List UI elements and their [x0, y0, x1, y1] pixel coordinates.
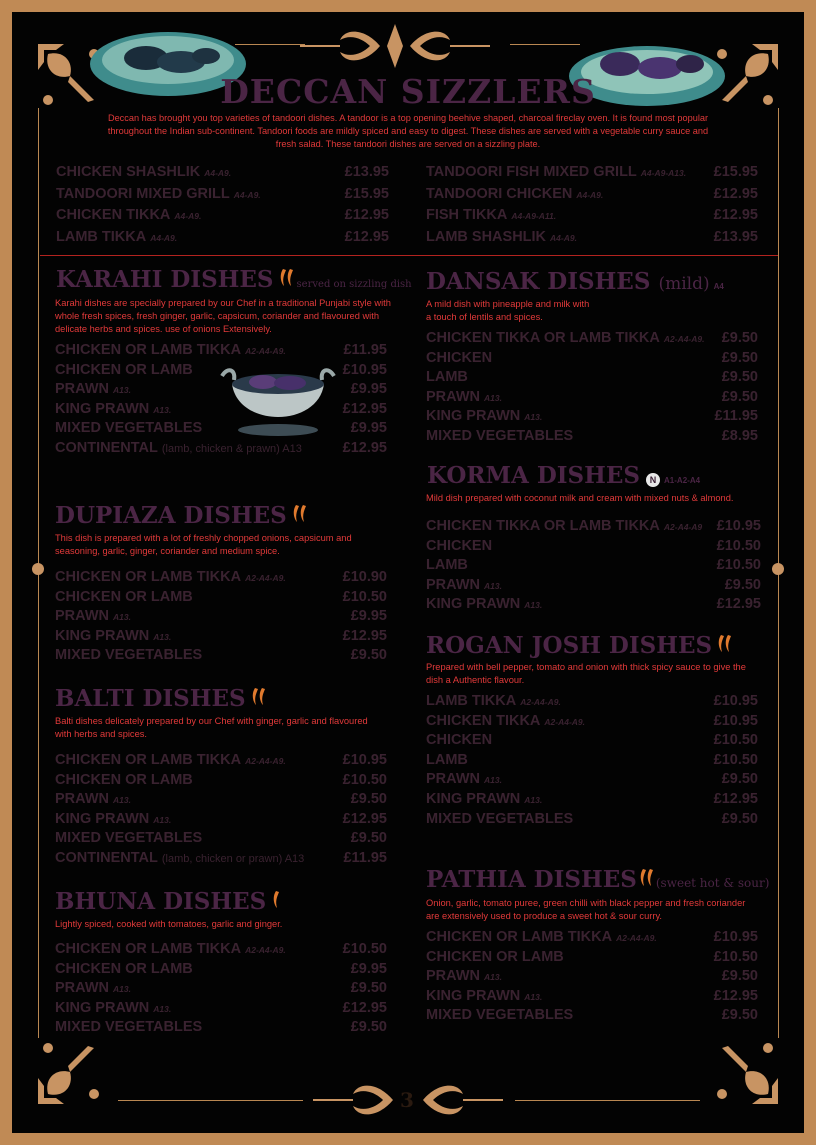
- menu-item-allergens: A13.: [483, 392, 502, 403]
- menu-item-allergens: A13.: [153, 814, 172, 825]
- frame-bottom-line-left: [118, 1100, 303, 1101]
- corner-ornament-bottom-right: [710, 1036, 782, 1108]
- dansak-allergens: A4: [713, 282, 724, 291]
- menu-item-allergens: A2-A4-A9.: [245, 346, 286, 356]
- menu-item-price: £10.50: [713, 732, 758, 749]
- menu-item-allergens: A13.: [112, 612, 131, 622]
- menu-item-price: £13.95: [344, 164, 389, 180]
- menu-item-name: CHICKEN OR LAMB: [426, 948, 564, 965]
- korma-title: KORMA DISHES: [427, 462, 641, 489]
- menu-item-price: £12.95: [342, 400, 387, 417]
- menu-item-price: £12.95: [713, 185, 758, 202]
- menu-item-name-group: [55, 420, 202, 436]
- menu-item-name-group: [426, 968, 502, 984]
- menu-item-name-group: [55, 980, 131, 996]
- menu-item-price: £9.50: [721, 771, 758, 788]
- menu-item-price: £10.50: [713, 948, 758, 965]
- menu-item-name-group: [426, 949, 564, 965]
- menu-item-allergens: A13.: [153, 404, 172, 415]
- menu-item-price: £11.95: [343, 850, 387, 866]
- menu-item-note: (lamb, chicken & prawn) A13: [161, 443, 302, 455]
- menu-item-row: [55, 381, 387, 397]
- menu-item-allergens: A13.: [483, 580, 502, 591]
- menu-item-price: £15.95: [344, 185, 389, 202]
- menu-item-row: [55, 589, 387, 605]
- menu-item-price: £12.95: [713, 987, 758, 1004]
- menu-item-name: CHICKEN: [426, 349, 493, 366]
- menu-item-name: PRAWN: [426, 771, 480, 788]
- menu-item-price: £9.95: [350, 381, 387, 398]
- menu-item-allergens: A2-A4-A9.: [245, 756, 286, 766]
- menu-item-row: [55, 941, 387, 957]
- menu-item-price: £12.95: [713, 207, 758, 223]
- menu-item-row: [426, 207, 758, 223]
- menu-item-row: [426, 949, 758, 965]
- menu-item-name: FISH TIKKA: [426, 207, 508, 223]
- menu-item-name-group: [426, 538, 492, 554]
- corner-ornament-bottom-left: [34, 1036, 106, 1108]
- balti-heading: [55, 685, 266, 712]
- menu-item-name: PRAWN: [55, 980, 109, 996]
- menu-item-name: KING PRAWN: [426, 596, 521, 612]
- menu-item-row: [426, 1007, 758, 1023]
- menu-item-price: £11.95: [714, 408, 758, 424]
- menu-item-allergens: A4-A9.: [150, 232, 178, 243]
- karahi-heading: [56, 266, 412, 293]
- menu-item-name: KING PRAWN: [426, 987, 521, 1004]
- menu-item-name-group: [55, 830, 202, 846]
- menu-item-name: CHICKEN OR LAMB TIKKA: [55, 569, 242, 585]
- menu-item-price: £10.50: [713, 751, 758, 768]
- menu-item-allergens: A2-A4-A9.: [245, 945, 286, 955]
- menu-item-allergens: A4-A9-A11.: [511, 211, 557, 221]
- menu-item-name: CHICKEN SHASHLIK: [56, 164, 201, 180]
- menu-item-price: £12.95: [342, 440, 387, 456]
- menu-item-name-group: [55, 772, 193, 788]
- menu-item-price: £10.95: [713, 693, 758, 709]
- menu-item-name-group: [55, 1019, 202, 1035]
- menu-item-price: £9.50: [721, 968, 758, 984]
- menu-item-allergens: A4-A9.: [204, 168, 232, 178]
- menu-item-price: £10.50: [716, 537, 761, 554]
- menu-item-row: [55, 628, 387, 644]
- menu-item-name: CHICKEN OR LAMB TIKKA: [55, 342, 242, 358]
- menu-item-name-group: [426, 389, 502, 405]
- menu-item-name: MIXED VEGETABLES: [426, 810, 574, 827]
- menu-item-name-group: [426, 207, 556, 223]
- menu-item-name: CONTINENTAL: [55, 440, 158, 456]
- menu-item-price: £10.90: [342, 569, 387, 585]
- menu-item-price: £9.95: [350, 960, 387, 977]
- menu-item-name: TANDOORI FISH MIXED GRILL: [426, 164, 637, 180]
- menu-item-name: KING PRAWN: [55, 400, 150, 417]
- menu-item-name: CHICKEN OR LAMB: [55, 361, 193, 378]
- menu-item-row: [426, 164, 758, 180]
- dupiaza-heading: [55, 502, 307, 529]
- menu-item-name-group: [426, 732, 492, 748]
- menu-item-name-group: [426, 929, 657, 945]
- balti-description: Balti dishes delicately prepared by our Chef with ginger, garlic and flavoured with herbs and spices.: [55, 716, 368, 739]
- menu-item-price: £12.95: [342, 810, 387, 827]
- menu-item-name-group: [55, 342, 286, 358]
- menu-item-row: [426, 968, 758, 984]
- menu-item-note: (lamb, chicken or prawn) A13: [161, 853, 305, 865]
- menu-item-name-group: [55, 401, 171, 417]
- menu-item-name-group: [426, 752, 468, 768]
- menu-item-price: £12.95: [342, 999, 387, 1016]
- menu-item-allergens: A13.: [153, 1003, 172, 1014]
- karahi-description: Karahi dishes are specially prepared by our Chef in a traditional Punjabi style with whole fresh spices, fresh ginger, garlic, capsicum, coriander and flavoured with delicate herbs and spices. use of onions Extensively.: [55, 298, 391, 334]
- menu-item-row: [426, 732, 758, 748]
- menu-item-name: KING PRAWN: [55, 627, 150, 644]
- menu-item-price: £11.95: [343, 342, 387, 358]
- menu-item-name: TANDOORI MIXED GRILL: [56, 185, 230, 202]
- menu-item-name-group: [426, 518, 702, 534]
- menu-item-row: [55, 440, 387, 456]
- menu-item-name-group: [55, 381, 131, 397]
- menu-item-name-group: [55, 608, 131, 624]
- menu-item-row: [426, 596, 761, 612]
- menu-item-price: £9.95: [350, 608, 387, 624]
- menu-item-price: £12.95: [344, 207, 389, 223]
- chili-icon: [638, 867, 654, 887]
- menu-item-name-group: [426, 791, 542, 807]
- menu-item-name: KING PRAWN: [55, 810, 150, 827]
- menu-item-price: £9.95: [350, 420, 387, 437]
- frame-dot-right: [772, 563, 784, 575]
- menu-item-allergens: A4-A9-A13.: [640, 168, 687, 178]
- menu-item-name: MIXED VEGETABLES: [426, 1007, 574, 1023]
- menu-item-name: PRAWN: [55, 791, 109, 808]
- menu-item-row: [426, 350, 758, 366]
- menu-item-name: PRAWN: [426, 576, 480, 593]
- menu-item-price: £9.50: [350, 791, 387, 808]
- menu-item-row: [426, 538, 761, 554]
- menu-item-allergens: A13.: [112, 385, 131, 396]
- menu-item-row: [426, 713, 758, 729]
- menu-item-name: CHICKEN: [426, 537, 493, 554]
- menu-item-name: MIXED VEGETABLES: [55, 1019, 203, 1035]
- menu-item-name-group: [55, 752, 286, 768]
- menu-item-row: [426, 929, 758, 945]
- menu-item-name: KING PRAWN: [426, 791, 521, 807]
- menu-item-row: [55, 752, 387, 768]
- menu-item-name: PRAWN: [55, 381, 109, 398]
- menu-item-name-group: [426, 408, 542, 424]
- menu-item-name: CHICKEN OR LAMB TIKKA: [55, 941, 242, 957]
- menu-item-price: £9.50: [721, 330, 758, 346]
- menu-item-name: KING PRAWN: [426, 408, 521, 424]
- chili-icon: [291, 503, 307, 523]
- menu-item-name: LAMB TIKKA: [56, 228, 147, 245]
- menu-item-name-group: [56, 207, 201, 223]
- chili-icon: [250, 686, 266, 706]
- menu-item-allergens: A4-A9.: [550, 232, 577, 243]
- menu-item-price: £9.50: [721, 349, 758, 366]
- dansak-title: DANSAK DISHES: [426, 268, 651, 295]
- menu-item-name-group: [55, 440, 302, 456]
- menu-item-row: [55, 850, 387, 866]
- menu-item-name-group: [426, 229, 577, 245]
- chili-icon: [716, 633, 732, 653]
- menu-item-row: [56, 229, 389, 245]
- dansak-heading: [426, 268, 724, 295]
- menu-item-name-group: [426, 596, 542, 612]
- korma-allergens: A1-A2-A4: [664, 476, 701, 485]
- menu-item-name: LAMB TIKKA: [426, 693, 517, 709]
- chili-icon: [278, 267, 294, 287]
- menu-item-name-group: [55, 628, 171, 644]
- korma-description: Mild dish prepared with coconut milk and cream with mixed nuts & almond.: [426, 493, 734, 503]
- menu-item-allergens: A2-A4-A9.: [520, 697, 561, 707]
- top-flourish: [300, 20, 490, 72]
- menu-item-row: [55, 1000, 387, 1016]
- menu-item-price: £10.95: [342, 361, 387, 378]
- menu-item-allergens: A13.: [112, 795, 131, 806]
- menu-item-name: LAMB: [426, 557, 468, 573]
- menu-item-row: [56, 186, 389, 202]
- section-divider: [40, 255, 778, 256]
- rogan-josh-heading: [426, 632, 732, 659]
- menu-item-price: £8.95: [721, 427, 758, 444]
- menu-item-row: [55, 420, 387, 436]
- frame-bottom-line-right: [515, 1100, 700, 1101]
- menu-item-row: [426, 791, 758, 807]
- menu-item-name-group: [426, 428, 573, 444]
- pathia-title: PATHIA DISHES: [426, 866, 637, 893]
- menu-item-allergens: A2-A4-A9.: [616, 933, 657, 943]
- menu-item-price: £10.50: [342, 588, 387, 605]
- menu-item-price: £12.95: [342, 627, 387, 644]
- karahi-title: KARAHI DISHES: [56, 266, 274, 293]
- menu-item-name-group: [55, 941, 286, 957]
- dansak-mild-label: (mild): [658, 274, 710, 294]
- menu-item-name-group: [55, 569, 286, 585]
- menu-item-row: [56, 164, 389, 180]
- menu-item-price: £13.95: [713, 228, 758, 245]
- pathia-description: Onion, garlic, tomato puree, green chilli with black pepper and fresh coriander are extensively used to produce a sweet hot & sour curry.: [426, 898, 746, 921]
- menu-item-allergens: A2-A4-A9.: [245, 573, 286, 583]
- menu-item-row: [426, 988, 758, 1004]
- menu-item-allergens: A2-A4-A9.: [663, 334, 705, 344]
- menu-item-name-group: [426, 350, 492, 366]
- menu-item-price: £9.50: [350, 830, 387, 847]
- menu-item-name: CHICKEN TIKKA OR LAMB TIKKA: [426, 330, 660, 346]
- menu-item-allergens: A4-A9.: [576, 189, 604, 200]
- menu-item-name-group: [55, 647, 202, 663]
- menu-item-price: £9.50: [724, 576, 761, 593]
- dupiaza-description: This dish is prepared with a lot of freshly chopped onions, capsicum and seasoning, garlic, ginger, coriander and medium spice.: [55, 533, 352, 556]
- rogan-josh-description: Prepared with bell pepper, tomato and onion with thick spicy sauce to give the dish a Authentic flavour.: [426, 662, 746, 685]
- menu-item-row: [55, 1019, 387, 1035]
- menu-item-row: [55, 830, 387, 846]
- menu-item-price: £10.95: [713, 712, 758, 729]
- menu-item-name: LAMB: [426, 369, 468, 385]
- menu-item-name: CONTINENTAL: [55, 850, 158, 866]
- menu-item-name: MIXED VEGETABLES: [426, 427, 574, 444]
- menu-item-row: [55, 401, 387, 417]
- rogan-josh-title: ROGAN JOSH DISHES: [426, 632, 713, 659]
- menu-item-allergens: A2-A4-A9.: [544, 716, 586, 727]
- menu-item-price: £9.50: [350, 647, 387, 663]
- menu-item-price: £9.50: [721, 388, 758, 405]
- menu-item-price: £10.95: [716, 518, 761, 534]
- menu-item-row: [426, 518, 761, 534]
- menu-item-name: PRAWN: [55, 608, 109, 624]
- menu-item-row: [55, 811, 387, 827]
- menu-item-name: CHICKEN OR LAMB: [55, 960, 193, 977]
- menu-item-name-group: [426, 713, 585, 729]
- menu-item-row: [55, 647, 387, 663]
- menu-item-row: [426, 557, 761, 573]
- menu-item-row: [55, 980, 387, 996]
- menu-item-row: [55, 342, 387, 358]
- bhuna-description: Lightly spiced, cooked with tomatoes, garlic and ginger.: [55, 919, 283, 929]
- menu-item-price: £12.95: [716, 596, 761, 612]
- menu-item-name-group: [56, 186, 261, 202]
- menu-item-price: £9.50: [350, 1019, 387, 1035]
- menu-item-row: [426, 428, 758, 444]
- menu-item-row: [426, 186, 758, 202]
- menu-item-price: £12.95: [344, 228, 389, 245]
- page-title: DECCAN SIZZLERS: [220, 72, 596, 111]
- menu-item-name-group: [55, 1000, 171, 1016]
- menu-item-name-group: [426, 1007, 573, 1023]
- menu-item-name-group: [55, 791, 131, 807]
- menu-item-name-group: [426, 988, 542, 1004]
- menu-item-allergens: A4-A9.: [174, 211, 202, 221]
- menu-item-name: KING PRAWN: [55, 999, 150, 1016]
- menu-item-price: £10.95: [342, 752, 387, 768]
- menu-item-allergens: A13.: [112, 984, 131, 994]
- menu-item-name: CHICKEN: [426, 732, 493, 749]
- menu-item-row: [426, 577, 761, 593]
- menu-item-name-group: [426, 369, 468, 385]
- menu-item-row: [426, 389, 758, 405]
- menu-item-price: £12.95: [713, 791, 758, 807]
- menu-item-row: [426, 811, 758, 827]
- page-number: 3: [400, 1088, 414, 1112]
- menu-item-allergens: A13.: [524, 600, 543, 610]
- menu-item-name-group: [55, 362, 193, 378]
- menu-item-allergens: A13.: [483, 775, 502, 786]
- menu-item-price: £9.50: [721, 1007, 758, 1023]
- menu-item-name: CHICKEN TIKKA: [426, 712, 541, 729]
- menu-item-name: LAMB: [426, 751, 468, 768]
- menu-item-name-group: [55, 961, 193, 977]
- menu-item-name-group: [55, 850, 304, 866]
- menu-item-row: [426, 229, 758, 245]
- menu-item-row: [426, 330, 758, 346]
- menu-item-name-group: [56, 229, 177, 245]
- menu-item-name: LAMB SHASHLIK: [426, 228, 547, 245]
- menu-item-row: [426, 771, 758, 787]
- menu-item-name: CHICKEN OR LAMB: [55, 588, 193, 605]
- menu-item-name-group: [426, 164, 686, 180]
- bhuna-heading: [55, 888, 280, 915]
- menu-item-name-group: [426, 186, 603, 202]
- menu-item-name-group: [426, 330, 705, 346]
- menu-item-price: £10.50: [342, 771, 387, 788]
- menu-item-row: [55, 362, 387, 378]
- menu-item-name: CHICKEN TIKKA OR LAMB TIKKA: [426, 518, 660, 534]
- frame-dot-left: [32, 563, 44, 575]
- menu-item-name-group: [426, 811, 573, 827]
- menu-item-row: [426, 369, 758, 385]
- nut-icon: N: [646, 473, 660, 487]
- menu-item-price: £10.95: [713, 929, 758, 945]
- menu-item-price: £9.50: [350, 980, 387, 996]
- menu-item-row: [426, 693, 758, 709]
- menu-item-name-group: [55, 589, 193, 605]
- menu-item-allergens: A13.: [524, 412, 543, 422]
- menu-item-row: [55, 608, 387, 624]
- menu-item-allergens: A13.: [483, 972, 502, 982]
- menu-item-name: PRAWN: [426, 388, 480, 405]
- menu-item-name-group: [426, 577, 502, 593]
- menu-item-name: MIXED VEGETABLES: [55, 830, 203, 847]
- menu-item-row: [55, 772, 387, 788]
- menu-item-allergens: A13.: [524, 991, 543, 1002]
- menu-item-name-group: [426, 771, 502, 787]
- korma-heading: [427, 462, 700, 489]
- menu-item-allergens: A13.: [524, 795, 543, 805]
- menu-item-name-group: [426, 693, 561, 709]
- menu-item-name: CHICKEN TIKKA: [56, 207, 171, 223]
- menu-item-row: [426, 752, 758, 768]
- menu-item-name: MIXED VEGETABLES: [55, 420, 203, 437]
- menu-item-name-group: [55, 811, 171, 827]
- pathia-heading: [426, 866, 769, 893]
- balti-title: BALTI DISHES: [55, 685, 246, 712]
- menu-item-allergens: A4-A9.: [233, 189, 261, 200]
- menu-item-name: TANDOORI CHICKEN: [426, 185, 573, 202]
- menu-item-allergens: A2-A4-A9: [663, 522, 703, 532]
- menu-item-price: £9.50: [721, 369, 758, 385]
- dupiaza-title: DUPIAZA DISHES: [55, 502, 287, 529]
- karahi-subtitle: served on sizzling dish: [296, 279, 412, 290]
- menu-item-row: [55, 569, 387, 585]
- chili-icon: [270, 889, 280, 909]
- menu-item-row: [56, 207, 389, 223]
- menu-item-row: [55, 791, 387, 807]
- menu-item-name: CHICKEN OR LAMB: [55, 771, 193, 788]
- dansak-description: A mild dish with pineapple and milk with a touch of lentils and spices.: [426, 299, 590, 322]
- menu-item-name-group: [56, 164, 231, 180]
- menu-item-price: £15.95: [713, 164, 758, 180]
- menu-item-name-group: [426, 557, 468, 573]
- menu-item-name: CHICKEN OR LAMB TIKKA: [426, 929, 613, 945]
- menu-item-price: £10.50: [716, 557, 761, 573]
- menu-item-name: MIXED VEGETABLES: [55, 647, 203, 663]
- menu-item-allergens: A13.: [153, 631, 172, 642]
- menu-item-price: £10.50: [342, 941, 387, 957]
- menu-item-price: £9.50: [721, 810, 758, 827]
- menu-item-row: [55, 961, 387, 977]
- intro-paragraph: Deccan has brought you top varieties of tandoori dishes. A tandoor is a top opening beehive shaped, charcoal fireclay oven. It is found most popular throughout the Indian sub-continent. Tandoori foods are mildly spiced and easy to digest. These dishes are served with a vegetable curry sauce and fresh salad. These tandoori dishes are served on a sizzling plate.: [107, 113, 709, 149]
- menu-item-name: PRAWN: [426, 968, 480, 984]
- pathia-subtitle: (sweet hot & sour): [655, 876, 770, 890]
- menu-item-row: [426, 408, 758, 424]
- menu-item-name: CHICKEN OR LAMB TIKKA: [55, 752, 242, 768]
- bhuna-title: BHUNA DISHES: [55, 888, 267, 915]
